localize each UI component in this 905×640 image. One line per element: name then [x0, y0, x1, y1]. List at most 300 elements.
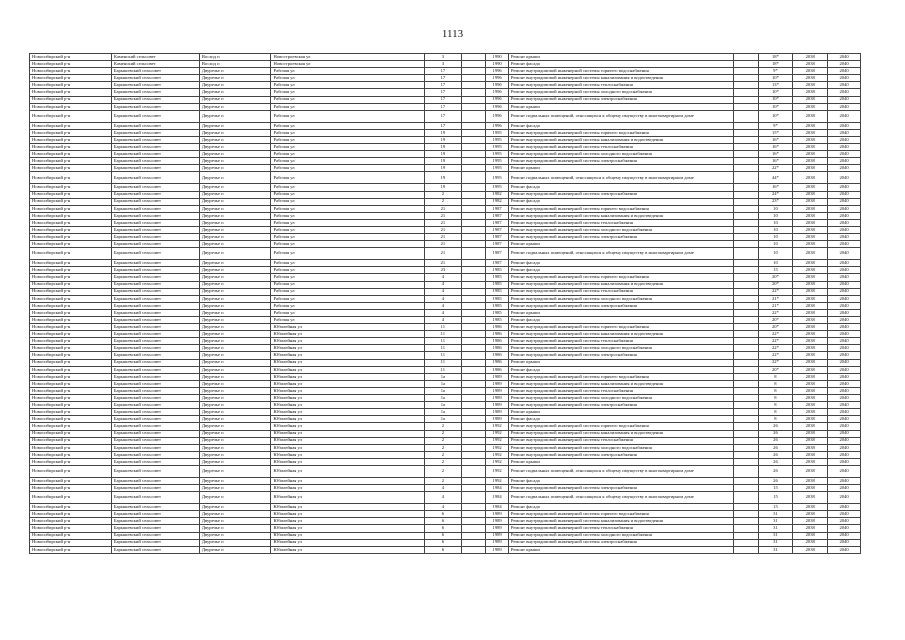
house-cell: 6 — [424, 511, 461, 518]
street-cell: Рабочая ул — [271, 309, 425, 316]
locality-cell: Двуречье п — [199, 387, 271, 394]
building-cell — [461, 465, 486, 477]
year-cell: 1989 — [486, 546, 509, 553]
district-cell: Новосибирский р-н — [30, 226, 112, 233]
year-cell: 1996 — [486, 89, 509, 96]
house-cell: 11 — [424, 324, 461, 331]
end-year-cell: 2040 — [828, 205, 861, 212]
settlement-cell: Барышевский сельсовет — [111, 172, 199, 184]
end-year-cell: 2040 — [828, 409, 861, 416]
street-cell: Рабочая ул — [271, 136, 425, 143]
work-type-cell: Ремонт внутридомовой инженерной системы электроснабжения — [508, 485, 733, 492]
locality-cell: Двуречье п — [199, 226, 271, 233]
work-type-cell: Ремонт внутридомовой инженерной системы электроснабжения — [508, 234, 733, 241]
year-cell: 1992 — [486, 451, 509, 458]
house-cell: 6 — [424, 539, 461, 546]
settlement-cell: Барышевский сельсовет — [111, 485, 199, 492]
end-year-cell: 2040 — [828, 219, 861, 226]
locality-cell: Двуречье п — [199, 437, 271, 444]
table-row — [30, 546, 861, 553]
work-type-cell: Ремонт внутридомовой инженерной системы электроснабжения — [508, 96, 733, 103]
year-cell: 1984 — [486, 485, 509, 492]
work-type-cell: Ремонт внутридомовой инженерной системы холодного водоснабжения — [508, 89, 733, 96]
house-cell: 2 — [424, 423, 461, 430]
work-type-cell: Ремонт крыши — [508, 165, 733, 172]
period-cell: 21* — [758, 302, 793, 309]
settlement-cell: Барышевский сельсовет — [111, 437, 199, 444]
blank-cell — [734, 129, 759, 136]
locality-cell: Двуречье п — [199, 345, 271, 352]
street-cell: Рабочая ул — [271, 68, 425, 75]
year-cell: 1995 — [486, 151, 509, 158]
locality-cell: Двуречье п — [199, 518, 271, 525]
table-row — [30, 281, 861, 288]
start-year-cell: 2038 — [793, 234, 828, 241]
blank-cell — [734, 274, 759, 281]
settlement-cell: Барышевский сельсовет — [111, 444, 199, 451]
year-cell: 1996 — [486, 103, 509, 110]
period-cell: 15 — [758, 504, 793, 511]
end-year-cell: 2040 — [828, 54, 861, 61]
blank-cell — [734, 317, 759, 324]
start-year-cell: 2038 — [793, 82, 828, 89]
start-year-cell: 2038 — [793, 103, 828, 110]
building-cell — [461, 402, 486, 409]
district-cell: Новосибирский р-н — [30, 103, 112, 110]
locality-cell: Двуречье п — [199, 129, 271, 136]
year-cell: 1989 — [486, 402, 509, 409]
period-cell: 15* — [758, 129, 793, 136]
table-row — [30, 395, 861, 402]
period-cell: 10 — [758, 219, 793, 226]
building-cell — [461, 205, 486, 212]
start-year-cell: 2038 — [793, 267, 828, 274]
settlement-cell: Барышевский сельсовет — [111, 492, 199, 504]
locality-cell: Двуречье п — [199, 288, 271, 295]
building-cell — [461, 451, 486, 458]
blank-cell — [734, 492, 759, 504]
locality-cell: Двуречье п — [199, 539, 271, 546]
end-year-cell: 2040 — [828, 317, 861, 324]
work-type-cell: Ремонт внутридомовой инженерной системы электроснабжения — [508, 302, 733, 309]
building-cell — [461, 373, 486, 380]
settlement-cell: Барышевский сельсовет — [111, 546, 199, 553]
locality-cell: Двуречье п — [199, 532, 271, 539]
start-year-cell: 2038 — [793, 511, 828, 518]
table-row — [30, 302, 861, 309]
district-cell: Новосибирский р-н — [30, 165, 112, 172]
district-cell: Новосибирский р-н — [30, 184, 112, 191]
work-type-cell: Ремонт внутридомовой инженерной системы холодного водоснабжения — [508, 151, 733, 158]
year-cell: 1996 — [486, 75, 509, 82]
work-type-cell: Ремонт крыши — [508, 359, 733, 366]
settlement-cell: Барышевский сельсовет — [111, 260, 199, 267]
year-cell: 1989 — [486, 409, 509, 416]
building-cell — [461, 281, 486, 288]
settlement-cell: Барышевский сельсовет — [111, 387, 199, 394]
end-year-cell: 2040 — [828, 373, 861, 380]
street-cell: Рабочая ул — [271, 165, 425, 172]
period-cell: 22* — [758, 345, 793, 352]
blank-cell — [734, 281, 759, 288]
table-row — [30, 89, 861, 96]
settlement-cell: Барышевский сельсовет — [111, 532, 199, 539]
work-type-cell: Ремонт внутридомовой инженерной системы теплоснабжения — [508, 144, 733, 151]
period-cell: 31 — [758, 518, 793, 525]
building-cell — [461, 352, 486, 359]
settlement-cell: Барышевский сельсовет — [111, 96, 199, 103]
blank-cell — [734, 75, 759, 82]
building-cell — [461, 75, 486, 82]
start-year-cell: 2038 — [793, 492, 828, 504]
district-cell: Новосибирский р-н — [30, 430, 112, 437]
table-row — [30, 144, 861, 151]
blank-cell — [734, 234, 759, 241]
period-cell: 22* — [758, 165, 793, 172]
blank-cell — [734, 103, 759, 110]
district-cell: Новосибирский р-н — [30, 309, 112, 316]
street-cell: Рабочая ул — [271, 198, 425, 205]
year-cell: 1989 — [486, 539, 509, 546]
locality-cell: Двуречье п — [199, 504, 271, 511]
district-cell: Новосибирский р-н — [30, 539, 112, 546]
work-type-cell: Ремонт внутридомовой инженерной системы электроснабжения — [508, 451, 733, 458]
start-year-cell: 2038 — [793, 317, 828, 324]
table-row — [30, 96, 861, 103]
street-cell: Юбилейная ул — [271, 511, 425, 518]
period-cell: 8 — [758, 416, 793, 423]
blank-cell — [734, 477, 759, 484]
work-type-cell: Ремонт внутридомовой инженерной системы горячего водоснабжения — [508, 373, 733, 380]
blank-cell — [734, 54, 759, 61]
year-cell: 1985 — [486, 267, 509, 274]
work-type-cell: Ремонт подвальных помещений, относящихся к общему имуществу в многоквартирном доме — [508, 110, 733, 122]
year-cell: 1986 — [486, 331, 509, 338]
work-type-cell: Ремонт внутридомовой инженерной системы горячего водоснабжения — [508, 423, 733, 430]
house-cell: 21 — [424, 241, 461, 248]
start-year-cell: 2038 — [793, 309, 828, 316]
street-cell: Юбилейная ул — [271, 373, 425, 380]
blank-cell — [734, 61, 759, 68]
table-row — [30, 226, 861, 233]
year-cell: 1985 — [486, 317, 509, 324]
start-year-cell: 2038 — [793, 129, 828, 136]
work-type-cell: Ремонт внутридомовой инженерной системы канализования и водоотведения — [508, 75, 733, 82]
building-cell — [461, 198, 486, 205]
start-year-cell: 2038 — [793, 387, 828, 394]
work-type-cell: Ремонт внутридомовой инженерной системы электроснабжения — [508, 402, 733, 409]
year-cell: 1989 — [486, 387, 509, 394]
table-row — [30, 485, 861, 492]
house-cell: 19 — [424, 172, 461, 184]
locality-cell: Двуречье п — [199, 395, 271, 402]
building-cell — [461, 260, 486, 267]
end-year-cell: 2040 — [828, 366, 861, 373]
district-cell: Новосибирский р-н — [30, 122, 112, 129]
blank-cell — [734, 359, 759, 366]
year-cell: 1989 — [486, 373, 509, 380]
building-cell — [461, 338, 486, 345]
house-cell: 1а — [424, 416, 461, 423]
blank-cell — [734, 451, 759, 458]
building-cell — [461, 525, 486, 532]
street-cell: Рабочая ул — [271, 212, 425, 219]
district-cell: Новосибирский р-н — [30, 110, 112, 122]
locality-cell: Двуречье п — [199, 144, 271, 151]
year-cell: 1982 — [486, 191, 509, 198]
street-cell: Юбилейная ул — [271, 366, 425, 373]
street-cell: Новостроевская ул — [271, 61, 425, 68]
blank-cell — [734, 539, 759, 546]
year-cell: 1989 — [486, 532, 509, 539]
street-cell: Рабочая ул — [271, 317, 425, 324]
capital-repair-table — [29, 53, 861, 554]
period-cell: 26 — [758, 444, 793, 451]
locality-cell: Двуречье п — [199, 309, 271, 316]
building-cell — [461, 226, 486, 233]
locality-cell: Двуречье п — [199, 402, 271, 409]
end-year-cell: 2040 — [828, 492, 861, 504]
work-type-cell: Ремонт крыши — [508, 241, 733, 248]
locality-cell: Двуречье п — [199, 274, 271, 281]
district-cell: Новосибирский р-н — [30, 288, 112, 295]
building-cell — [461, 492, 486, 504]
blank-cell — [734, 219, 759, 226]
building-cell — [461, 430, 486, 437]
end-year-cell: 2040 — [828, 504, 861, 511]
table-row — [30, 129, 861, 136]
table-row — [30, 409, 861, 416]
blank-cell — [734, 226, 759, 233]
building-cell — [461, 444, 486, 451]
blank-cell — [734, 89, 759, 96]
year-cell: 1992 — [486, 423, 509, 430]
year-cell: 1985 — [486, 288, 509, 295]
street-cell: Юбилейная ул — [271, 525, 425, 532]
street-cell: Юбилейная ул — [271, 485, 425, 492]
house-cell: 21 — [424, 212, 461, 219]
work-type-cell: Ремонт внутридомовой инженерной системы теплоснабжения — [508, 219, 733, 226]
district-cell: Новосибирский р-н — [30, 437, 112, 444]
end-year-cell: 2040 — [828, 546, 861, 553]
settlement-cell: Каменский сельсовет — [111, 61, 199, 68]
start-year-cell: 2038 — [793, 122, 828, 129]
start-year-cell: 2038 — [793, 260, 828, 267]
start-year-cell: 2038 — [793, 212, 828, 219]
period-cell: 15 — [758, 267, 793, 274]
locality-cell: Двуречье п — [199, 430, 271, 437]
work-type-cell: Ремонт внутридомовой инженерной системы холодного водоснабжения — [508, 395, 733, 402]
building-cell — [461, 518, 486, 525]
house-cell: 4 — [424, 288, 461, 295]
year-cell: 1995 — [486, 129, 509, 136]
street-cell: Рабочая ул — [271, 172, 425, 184]
table-row — [30, 234, 861, 241]
building-cell — [461, 110, 486, 122]
year-cell: 1992 — [486, 437, 509, 444]
district-cell: Новосибирский р-н — [30, 89, 112, 96]
building-cell — [461, 504, 486, 511]
year-cell: 1992 — [486, 430, 509, 437]
table-row — [30, 309, 861, 316]
table-row — [30, 274, 861, 281]
street-cell: Юбилейная ул — [271, 359, 425, 366]
table-row — [30, 288, 861, 295]
locality-cell: Двуречье п — [199, 380, 271, 387]
period-cell: 10* — [758, 75, 793, 82]
table-row — [30, 511, 861, 518]
house-cell: 3 — [424, 54, 461, 61]
work-type-cell: Ремонт внутридомовой инженерной системы электроснабжения — [508, 158, 733, 165]
district-cell: Новосибирский р-н — [30, 380, 112, 387]
start-year-cell: 2038 — [793, 402, 828, 409]
work-type-cell: Ремонт крыши — [508, 409, 733, 416]
house-cell: 19 — [424, 151, 461, 158]
locality-cell: Двуречье п — [199, 103, 271, 110]
blank-cell — [734, 191, 759, 198]
settlement-cell: Барышевский сельсовет — [111, 144, 199, 151]
district-cell: Новосибирский р-н — [30, 511, 112, 518]
district-cell: Новосибирский р-н — [30, 324, 112, 331]
start-year-cell: 2038 — [793, 205, 828, 212]
table-row — [30, 205, 861, 212]
end-year-cell: 2040 — [828, 158, 861, 165]
building-cell — [461, 416, 486, 423]
table-row — [30, 380, 861, 387]
house-cell: 17 — [424, 103, 461, 110]
end-year-cell: 2040 — [828, 402, 861, 409]
table-row — [30, 54, 861, 61]
locality-cell: Двуречье п — [199, 165, 271, 172]
start-year-cell: 2038 — [793, 539, 828, 546]
table-row — [30, 430, 861, 437]
street-cell: Рабочая ул — [271, 267, 425, 274]
table-row — [30, 539, 861, 546]
locality-cell: Двуречье п — [199, 248, 271, 260]
work-type-cell: Ремонт фасада — [508, 416, 733, 423]
house-cell: 11 — [424, 366, 461, 373]
end-year-cell: 2040 — [828, 532, 861, 539]
street-cell: Рабочая ул — [271, 234, 425, 241]
building-cell — [461, 122, 486, 129]
period-cell: 31 — [758, 532, 793, 539]
locality-cell: Восход п — [199, 61, 271, 68]
house-cell: 11 — [424, 338, 461, 345]
period-cell: 26 — [758, 423, 793, 430]
street-cell: Рабочая ул — [271, 219, 425, 226]
table-row — [30, 387, 861, 394]
page-number: 1113 — [441, 28, 464, 40]
blank-cell — [734, 504, 759, 511]
period-cell: 26 — [758, 437, 793, 444]
district-cell: Новосибирский р-н — [30, 492, 112, 504]
year-cell: 1987 — [486, 205, 509, 212]
street-cell: Юбилейная ул — [271, 338, 425, 345]
table-row — [30, 75, 861, 82]
building-cell — [461, 288, 486, 295]
end-year-cell: 2040 — [828, 89, 861, 96]
house-cell: 3 — [424, 61, 461, 68]
start-year-cell: 2038 — [793, 172, 828, 184]
table-row — [30, 423, 861, 430]
work-type-cell: Ремонт подвальных помещений, относящихся к общему имуществу в многоквартирном доме — [508, 492, 733, 504]
blank-cell — [734, 373, 759, 380]
street-cell: Юбилейная ул — [271, 504, 425, 511]
work-type-cell: Ремонт внутридомовой инженерной системы канализования и водоотведения — [508, 518, 733, 525]
end-year-cell: 2040 — [828, 122, 861, 129]
district-cell: Новосибирский р-н — [30, 248, 112, 260]
start-year-cell: 2038 — [793, 416, 828, 423]
period-cell: 22* — [758, 359, 793, 366]
table-row — [30, 504, 861, 511]
building-cell — [461, 324, 486, 331]
settlement-cell: Барышевский сельсовет — [111, 416, 199, 423]
end-year-cell: 2040 — [828, 437, 861, 444]
building-cell — [461, 103, 486, 110]
house-cell: 1а — [424, 409, 461, 416]
end-year-cell: 2040 — [828, 281, 861, 288]
start-year-cell: 2038 — [793, 219, 828, 226]
street-cell: Рабочая ул — [271, 158, 425, 165]
house-cell: 4 — [424, 281, 461, 288]
street-cell: Рабочая ул — [271, 96, 425, 103]
settlement-cell: Барышевский сельсовет — [111, 234, 199, 241]
period-cell: 15 — [758, 492, 793, 504]
start-year-cell: 2038 — [793, 504, 828, 511]
work-type-cell: Ремонт внутридомовой инженерной системы холодного водоснабжения — [508, 226, 733, 233]
work-type-cell: Ремонт внутридомовой инженерной системы горячего водоснабжения — [508, 129, 733, 136]
house-cell: 21 — [424, 226, 461, 233]
settlement-cell: Барышевский сельсовет — [111, 122, 199, 129]
end-year-cell: 2040 — [828, 260, 861, 267]
building-cell — [461, 359, 486, 366]
locality-cell: Двуречье п — [199, 295, 271, 302]
street-cell: Юбилейная ул — [271, 492, 425, 504]
street-cell: Юбилейная ул — [271, 324, 425, 331]
house-cell: 6 — [424, 525, 461, 532]
street-cell: Юбилейная ул — [271, 430, 425, 437]
building-cell — [461, 539, 486, 546]
district-cell: Новосибирский р-н — [30, 129, 112, 136]
house-cell: 2 — [424, 458, 461, 465]
period-cell: 8 — [758, 373, 793, 380]
end-year-cell: 2040 — [828, 525, 861, 532]
district-cell: Новосибирский р-н — [30, 373, 112, 380]
house-cell: 17 — [424, 68, 461, 75]
start-year-cell: 2038 — [793, 518, 828, 525]
house-cell: 4 — [424, 309, 461, 316]
work-type-cell: Ремонт внутридомовой инженерной системы электроснабжения — [508, 191, 733, 198]
work-type-cell: Ремонт крыши — [508, 309, 733, 316]
table-row — [30, 267, 861, 274]
street-cell: Юбилейная ул — [271, 402, 425, 409]
blank-cell — [734, 324, 759, 331]
start-year-cell: 2038 — [793, 430, 828, 437]
settlement-cell: Барышевский сельсовет — [111, 82, 199, 89]
end-year-cell: 2040 — [828, 165, 861, 172]
locality-cell: Двуречье п — [199, 136, 271, 143]
street-cell: Юбилейная ул — [271, 444, 425, 451]
building-cell — [461, 54, 486, 61]
settlement-cell: Барышевский сельсовет — [111, 165, 199, 172]
work-type-cell: Ремонт внутридомовой инженерной системы теплоснабжения — [508, 338, 733, 345]
building-cell — [461, 184, 486, 191]
street-cell: Рабочая ул — [271, 89, 425, 96]
locality-cell: Двуречье п — [199, 359, 271, 366]
street-cell: Рабочая ул — [271, 241, 425, 248]
settlement-cell: Барышевский сельсовет — [111, 288, 199, 295]
year-cell: 1992 — [486, 465, 509, 477]
